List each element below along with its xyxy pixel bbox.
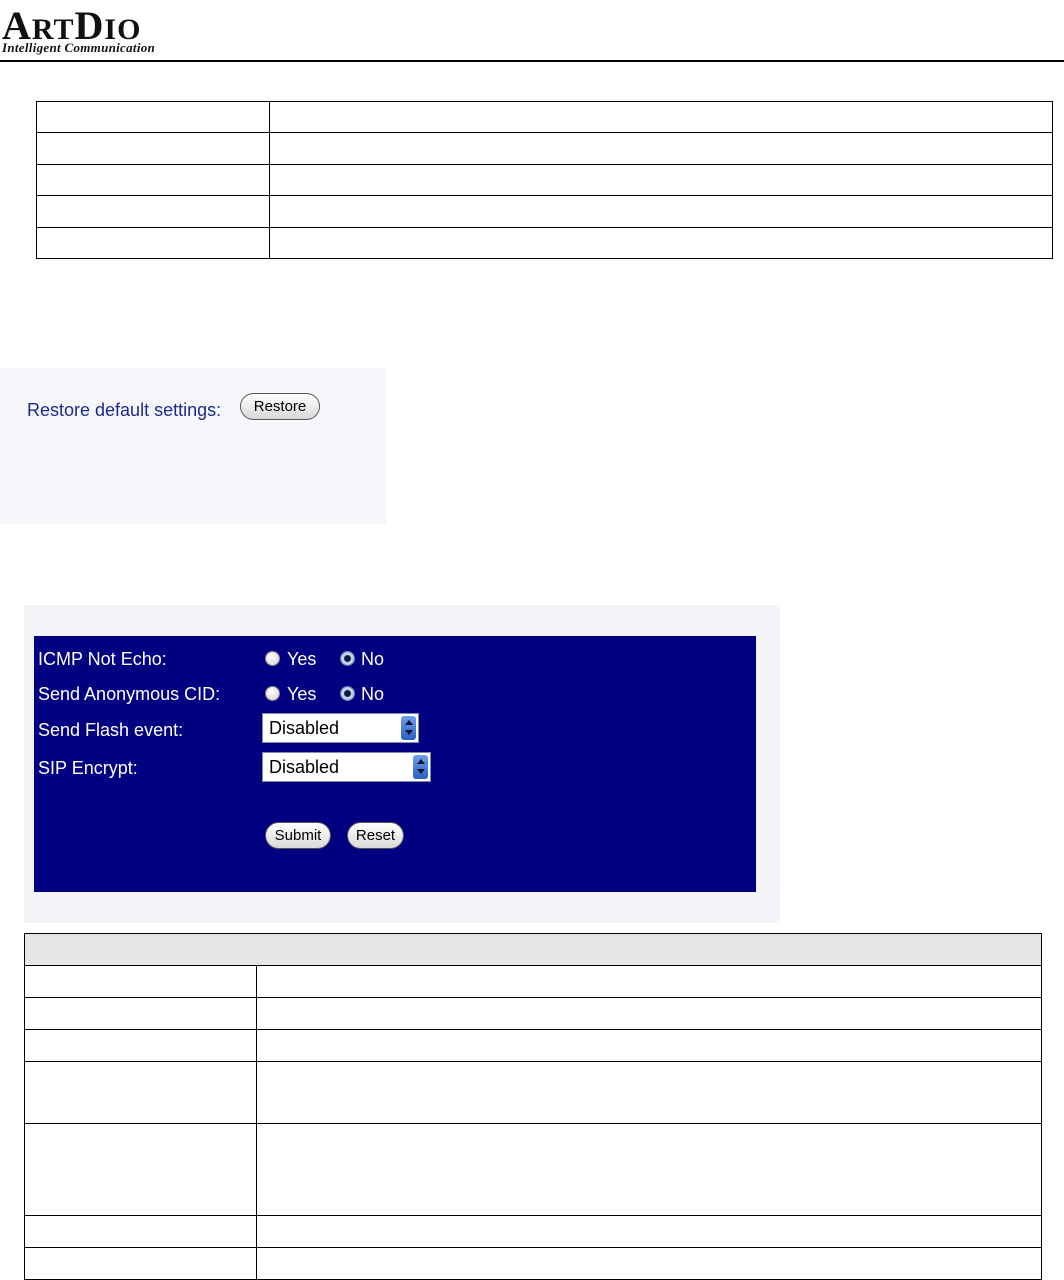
- send-anonymous-cid-label: Send Anonymous CID:: [38, 684, 221, 704]
- table-cell: [25, 1248, 257, 1280]
- table-cell: [25, 966, 257, 998]
- table-cell: [270, 102, 1053, 133]
- table-cell: [257, 1062, 1042, 1124]
- table-cell: [37, 133, 270, 165]
- table-cell: [25, 1030, 257, 1062]
- table-cell: [37, 102, 270, 133]
- sip-encrypt-value: Disabled: [269, 757, 340, 777]
- anon-cid-no-label: No: [361, 684, 385, 704]
- table-row: [37, 165, 1053, 196]
- table-row: [37, 102, 1053, 133]
- anon-cid-yes-label: Yes: [287, 684, 317, 704]
- artdio-logo: [2, 2, 172, 58]
- table-cell: [37, 165, 270, 196]
- table-cell: [257, 1248, 1042, 1280]
- table-cell: [270, 196, 1053, 228]
- select-arrows-icon: [413, 755, 428, 779]
- table-cell: [25, 1062, 257, 1124]
- table-cell: [270, 165, 1053, 196]
- icmp-yes-label: Yes: [287, 649, 317, 669]
- send-flash-event-label: Send Flash event:: [38, 720, 184, 740]
- logo-wordmark: ARTDIO: [2, 3, 142, 48]
- restore-label: Restore default settings:: [27, 400, 222, 420]
- icmp-not-echo-label: ICMP Not Echo:: [38, 649, 167, 669]
- bottom-table: [24, 933, 1042, 1280]
- restore-button[interactable]: Restore: [240, 393, 320, 420]
- select-arrows-icon: [401, 716, 416, 740]
- table-row: [25, 998, 1042, 1030]
- logo-tagline: Intelligent Communication: [2, 40, 156, 55]
- table-row: [25, 1062, 1042, 1124]
- table-header-cell: [25, 934, 1042, 966]
- table-cell: [257, 1124, 1042, 1216]
- table-cell: [257, 1030, 1042, 1062]
- table-row: [25, 1124, 1042, 1216]
- table-row: [37, 228, 1053, 259]
- table-cell: [25, 1216, 257, 1248]
- table-row: [37, 196, 1053, 228]
- sip-encrypt-select[interactable]: [262, 752, 431, 782]
- submit-button[interactable]: Submit: [265, 822, 331, 849]
- send-flash-event-value: Disabled: [269, 718, 340, 738]
- table-cell: [257, 966, 1042, 998]
- sip-encrypt-label: SIP Encrypt:: [38, 758, 138, 778]
- table-cell: [270, 133, 1053, 165]
- table-cell: [257, 998, 1042, 1030]
- icmp-yes-radio[interactable]: [265, 651, 280, 666]
- table-row: [25, 1216, 1042, 1248]
- restore-panel: [0, 368, 386, 524]
- table-cell: [37, 228, 270, 259]
- table-cell: [37, 196, 270, 228]
- anon-cid-yes-radio[interactable]: [265, 686, 280, 701]
- table-row: [25, 1030, 1042, 1062]
- anon-cid-no-radio[interactable]: [340, 686, 355, 701]
- table-cell: [257, 1216, 1042, 1248]
- table-header-row: [25, 934, 1042, 966]
- table-row: [37, 133, 1053, 165]
- header-rule: [0, 60, 1064, 62]
- icmp-no-radio[interactable]: [340, 651, 355, 666]
- top-table: [36, 101, 1053, 259]
- reset-button[interactable]: Reset: [347, 822, 404, 849]
- icmp-no-label: No: [361, 649, 385, 669]
- table-cell: [25, 1124, 257, 1216]
- table-row: [25, 1248, 1042, 1280]
- table-row: [25, 966, 1042, 998]
- table-cell: [25, 998, 257, 1030]
- table-cell: [270, 228, 1053, 259]
- send-flash-event-select[interactable]: [262, 713, 419, 743]
